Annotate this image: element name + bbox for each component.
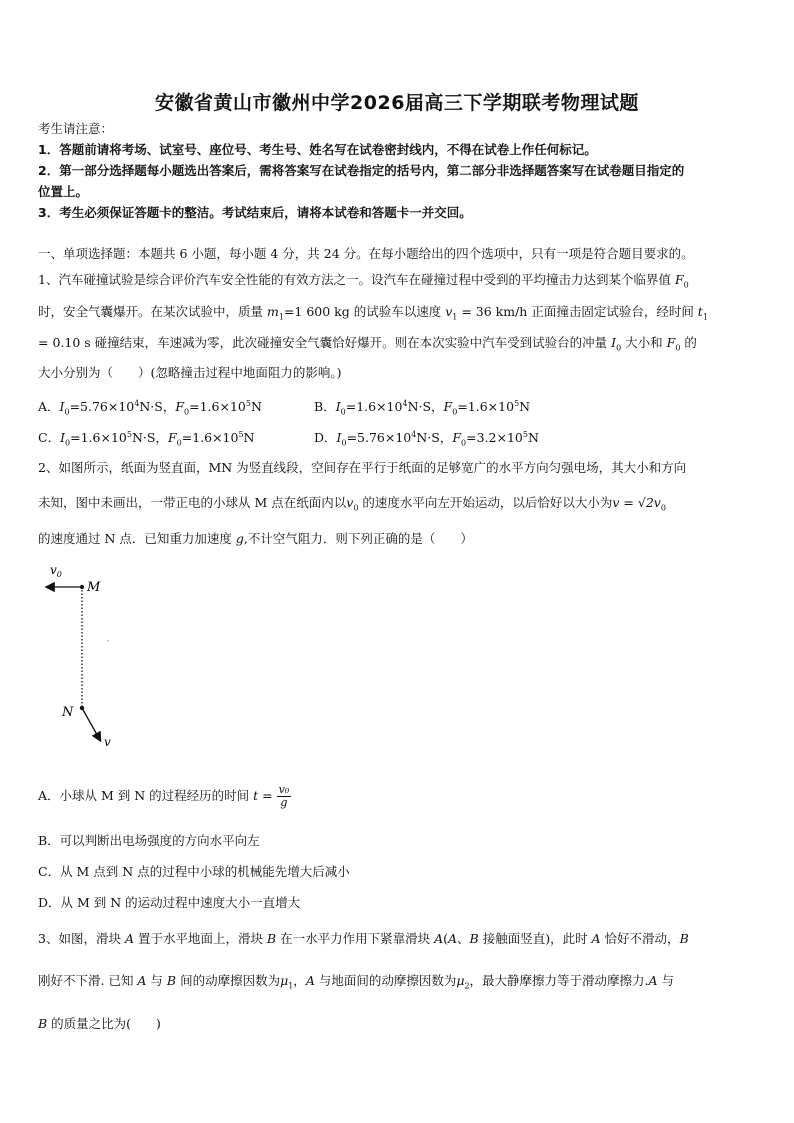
speck — [107, 640, 108, 641]
q2-option-c: C．从 M 点到 N 点的过程中小球的机械能先增大后减小 — [38, 864, 350, 879]
page-title: 安徽省黄山市徽州中学2026届高三下学期联考物理试题 — [155, 92, 639, 114]
q1-line-4: 大小分别为（ ）(忽略撞击过程中地面阻力的影响。) — [38, 365, 342, 380]
v-arrow — [82, 708, 100, 740]
q2-option-a: A．小球从 M 到 N 的过程经历的时间 t = $\frac{\text{v₀}}{g}$ — [38, 783, 290, 810]
q1-line-1: 1、汽车碰撞试验是综合评价汽车安全性能的有效方法之一。设汽车在碰撞过程中受到的平均撞击力达到某个临界值 $F_0$ — [38, 272, 689, 290]
section-heading: 一、单项选择题：本题共 6 小题，每小题 4 分，共 24 分。在每小题给出的四个选项中，只有一项是符合题目要求的。 — [38, 246, 694, 261]
q1-option-b: B．$I_0=1.6\times 10^4N\cdot S$，$F_0=1.6\times 10^5N$ — [314, 398, 531, 417]
notice-item-2-cont: 位置上。 — [38, 184, 89, 199]
q1-line-2: 时，安全气囊爆开。在某次试验中，质量 $m_1=1$ 600 kg 的试验车以速度 $v_1 = 36$ km/h 正面撞击固定试验台，经时间 $t_1$ — [38, 304, 708, 322]
q3-line-1: 3、如图，滑块 A 置于水平地面上，滑块 B 在一水平力作用下紧靠滑块 A(A、B 接触面竖直)，此时 A 恰好不滑动，B — [38, 931, 689, 946]
q1-option-a: A．$I_0=5.76\times 10^4N\cdot S$，$F_0=1.6\times 10^5N$ — [38, 398, 262, 417]
v0-label: $v_0$ — [50, 563, 62, 579]
q2-line-2: 未知，图中未画出，一带正电的小球从 M 点在纸面内以$v_0$ 的速度水平向左开始运动，以后恰好以大小为$v = √2v_0$ — [38, 495, 666, 513]
notice-item-1: 1．答题前请将考场、试室号、座位号、考生号、姓名写在试卷密封线内，不得在试卷上作任何标记。 — [38, 142, 597, 157]
q1-option-c: C．$I_0=1.6\times 10^5N\cdot S$，$F_0=1.6\times 10^5N$ — [38, 429, 255, 448]
n-label: N — [62, 705, 74, 720]
q2-line-1: 2、如图所示，纸面为竖直面，MN 为竖直线段，空间存在平行于纸面的足够宽广的水平方向匀强电场，其大小和方向 — [38, 460, 687, 475]
notice-item-3: 3．考生必须保证答题卡的整洁。考试结束后，请将本试卷和答题卡一并交回。 — [38, 205, 472, 220]
q1-line-3: = 0.10 s 碰撞结束，车速减为零，此次碰撞安全气囊恰好爆开。则在本次实验中汽车受到试验台的冲量 $I_0$ 大小和 $F_0$ 的 — [38, 335, 697, 353]
q1-option-d: D．$I_0=5.76\times 10^4N\cdot S$，$F_0=3.2\times 10^5N$ — [314, 429, 539, 448]
fraction-v0-over-g: $\frac{\text{v₀}}{g}$ — [278, 783, 290, 810]
q3-line-3: B 的质量之比为( ) — [38, 1016, 161, 1031]
q2-figure — [38, 560, 138, 755]
m-label: M — [87, 580, 101, 595]
point-m — [80, 585, 84, 589]
notice-heading: 考生请注意： — [38, 121, 114, 136]
q2-line-3: 的速度通过 N 点．已知重力加速度 g,不计空气阻力．则下列正确的是（ ） — [38, 531, 473, 546]
q3-line-2: 刚好不下滑. 已知 A 与 B 间的动摩擦因数为$\mu_1$，A 与地面间的动摩擦因数为$\mu_2$，最大静摩擦力等于滑动摩擦力.A 与 — [38, 973, 675, 991]
q2-option-d: D．从 M 到 N 的运动过程中速度大小一直增大 — [38, 895, 301, 910]
notice-item-2: 2．第一部分选择题每小题选出答案后，需将答案写在试卷指定的括号内，第二部分非选择题答案写在试卷题目指定的 — [38, 163, 685, 178]
q2-option-b: B．可以判断出电场强度的方向水平向左 — [38, 833, 260, 848]
v-label: v — [104, 735, 111, 749]
